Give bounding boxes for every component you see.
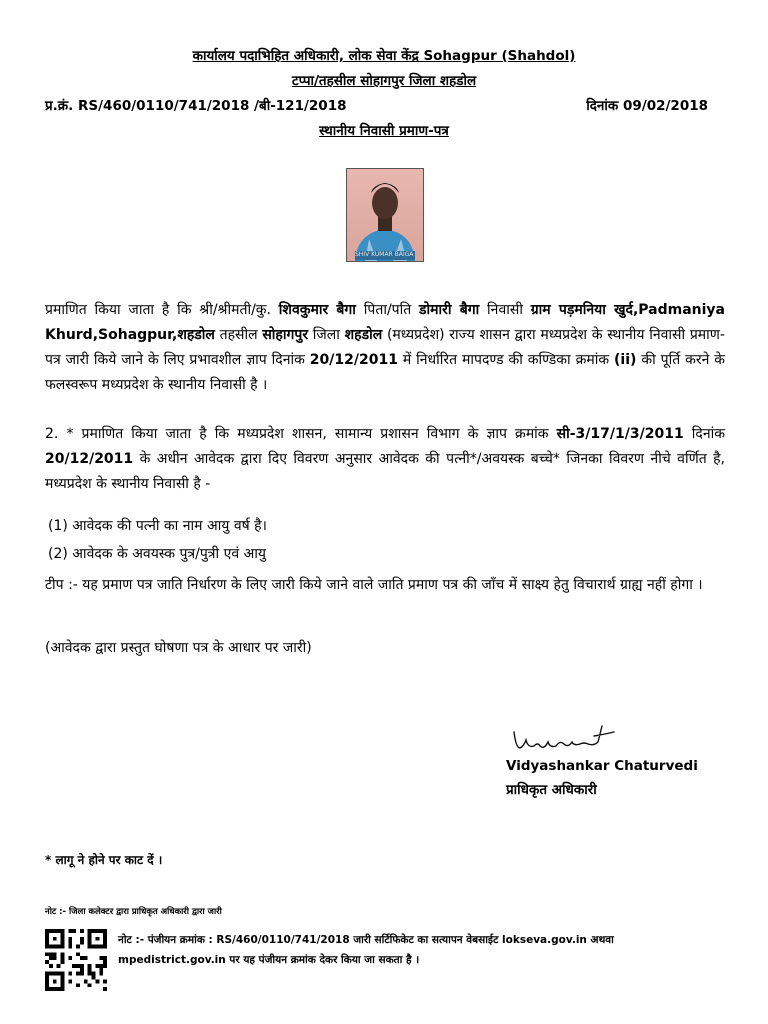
para1-text: निवासी xyxy=(479,302,531,318)
collector-note: नोट :- जिला कलेक्टर द्वारा प्राधिकृत अधिकारी द्वारा जारी xyxy=(45,907,222,917)
list-item: (1) आवेदक की पत्नी का नाम आयु वर्ष है। xyxy=(48,518,267,534)
memo-date: 20/12/2011 xyxy=(45,451,134,467)
district: शहडोल xyxy=(344,327,383,343)
strike-note: * लागू ने होने पर काट दें । xyxy=(45,853,163,867)
signatory-block xyxy=(506,754,698,802)
applicant-name: शिवकुमार बैगा xyxy=(278,302,356,318)
memo-number: सी-3/17/1/3/2011 xyxy=(556,426,684,442)
clause-number: (ii) xyxy=(614,352,637,368)
photo-caption: SHIV KUMAR BAIGA xyxy=(355,251,414,258)
verification-note: नोट :- पंजीयन क्रमांक : RS/460/0110/741/2018 जारी सर्टिफिकेट का सत्यापन वेबसाईट lokseva.gov.in अथवा mpedistrict.gov.in पर यह पंजीयन क्रमांक देकर किया जा सकता है । xyxy=(118,934,614,966)
signature xyxy=(510,722,620,756)
para1-text: पिता/पति xyxy=(355,302,420,318)
issue-date: दिनांक 09/02/2018 xyxy=(586,98,708,114)
father-name: डोमारी बैगा xyxy=(419,302,480,318)
para1-text: (मध्यप्रदेश) राज्य शासन द्वारा मध्यप्रदेश के स्थानीय निवासी प्रमाण-पत्र जारी किये जाने के लिए प्रभावशील ज्ञाप दिनांक xyxy=(45,327,725,368)
reference-number: प्र.क्रं. RS/460/0110/741/2018 /बी-121/2018 xyxy=(45,98,347,114)
certificate-title-text: स्थानीय निवासी प्रमाण-पत्र xyxy=(319,123,449,139)
office-title: कार्यालय पदाभिहित अधिकारी, लोक सेवा केंद्र Sohagpur (Shahdol) xyxy=(192,48,576,64)
para2-text: 2. * प्रमाणित किया जाता है कि मध्यप्रदेश शासन, सामान्य प्रशासन विभाग के ज्ञाप क्रमांक xyxy=(45,426,557,442)
list-item: (2) आवेदक के अवयस्क पुत्र/पुत्री एवं आयु xyxy=(48,546,267,562)
applicant-photo xyxy=(346,168,424,262)
applicant-address: ग्राम पड़मनिया खुर्द,Padmaniya Khurd,Sohagpur,शहडोल xyxy=(45,302,725,343)
applicant-portrait xyxy=(347,169,423,261)
para2-text: के अधीन आवेदक द्वारा दिए विवरण अनुसार आवेदक की पत्नी*/अवयस्क बच्चे* जिनका विवरण नीचे वर्णित है, मध्यप्रदेश के स्थानीय निवासी है - xyxy=(45,451,725,492)
office-header xyxy=(0,46,768,64)
certificate-title xyxy=(0,121,768,139)
para1-text: जिला xyxy=(308,327,345,343)
signatory-name: Vidyashankar Chaturvedi xyxy=(506,758,698,774)
memo-date: 20/12/2011 xyxy=(309,352,398,368)
para2-text: दिनांक xyxy=(683,426,725,442)
para1-text: की पूर्ति करने के फलस्वरूप मध्यप्रदेश के स्थानीय निवासी है । xyxy=(45,352,725,393)
para1-text: प्रमाणित किया जाता है कि श्री/श्रीमती/कु. xyxy=(45,302,279,318)
certification-paragraph-2 xyxy=(45,422,725,497)
certification-paragraph-1 xyxy=(45,298,725,398)
location-line: टप्पा/तहसील सोहागपुर जिला शहडोल xyxy=(291,73,477,89)
signatory-designation: प्राधिकृत अधिकारी xyxy=(506,782,597,798)
qr-code xyxy=(44,929,108,991)
para1-text: तहसील xyxy=(214,327,263,343)
tip-note: टीप :- यह प्रमाण पत्र जाति निर्धारण के लिए जारी किये जाने वाले जाति प्रमाण पत्र की जाँच में साक्ष्य हेतु विचारार्थ ग्राह्य नहीं होगा । xyxy=(45,577,703,593)
tehsil: सोहागपुर xyxy=(262,327,309,343)
para1-text: में निर्धारित मापदण्ड की कण्डिका क्रमांक xyxy=(397,352,614,368)
location-header xyxy=(0,71,768,89)
issued-basis-note: (आवेदक द्वारा प्रस्तुत घोषणा पत्र के आधार पर जारी) xyxy=(45,640,312,656)
